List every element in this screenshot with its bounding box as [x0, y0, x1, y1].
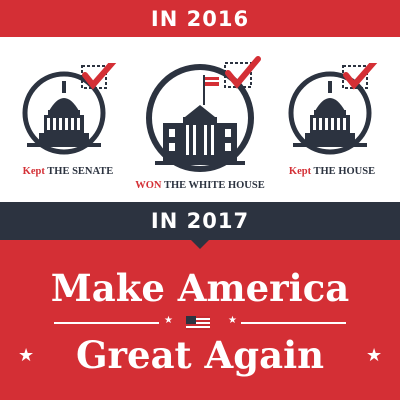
caption-white-house-rest: THE WHITE HOUSE [161, 180, 265, 191]
header-2017 [0, 202, 400, 240]
caption-house [277, 166, 387, 177]
white-house-icon [145, 55, 275, 185]
us-flag-icon [186, 316, 210, 330]
star-icon: ★ [366, 345, 383, 366]
caption-house-highlight: Kept [288, 166, 312, 177]
capitol-senate-icon [19, 63, 129, 173]
caption-house-rest: THE HOUSE [311, 166, 376, 177]
star-icon: ★ [18, 345, 35, 366]
slogan-line-1: Make America [50, 266, 350, 310]
star-icon: ★ [164, 315, 173, 326]
capitol-house-icon [285, 63, 395, 173]
pointer-2017 [191, 240, 209, 249]
caption-senate [13, 166, 123, 177]
header-2016-text: IN 2016 [150, 6, 250, 31]
header-2017-text: IN 2017 [150, 209, 250, 233]
caption-senate-highlight: Kept [22, 166, 45, 177]
caption-senate-rest: THE SENATE [44, 166, 114, 177]
slogan-line-2: Great Again [75, 333, 325, 377]
caption-white-house-highlight: WON [135, 180, 162, 191]
star-icon: ★ [228, 315, 237, 326]
caption-white-house [125, 180, 275, 191]
divider-right [241, 322, 346, 324]
divider-left [54, 322, 159, 324]
header-2016 [0, 0, 400, 37]
